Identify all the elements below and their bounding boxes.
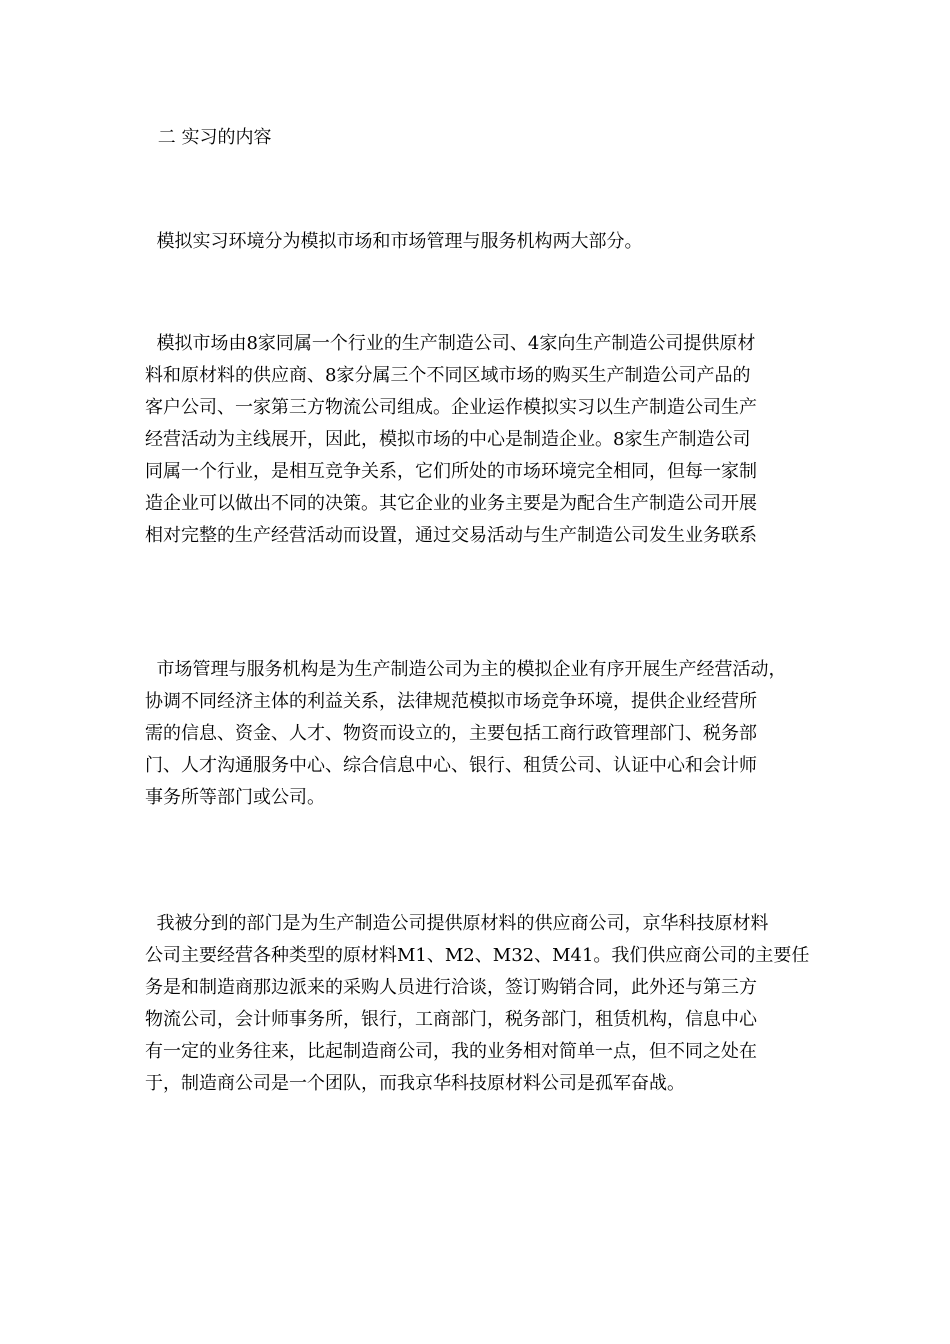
- paragraph-line: 同属一个行业，是相互竞争关系，它们所处的市场环境完全相同，但每一家制: [145, 461, 757, 482]
- paragraph-line: 相对完整的生产经营活动而设置，通过交易活动与生产制造公司发生业务联系: [145, 525, 757, 546]
- paragraph-line: 模拟市场由8家同属一个行业的生产制造公司、4家向生产制造公司提供原材: [145, 333, 756, 354]
- paragraph-line: 模拟实习环境分为模拟市场和市场管理与服务机构两大部分。: [145, 231, 643, 252]
- paragraph-line: 造企业可以做出不同的决策。其它企业的业务主要是为配合生产制造公司开展: [145, 493, 757, 514]
- paragraph-line: 需的信息、资金、人才、物资而设立的，主要包括工商行政管理部门、税务部: [145, 723, 757, 744]
- paragraph-line: 有一定的业务往来，比起制造商公司，我的业务相对简单一点，但不同之处在: [145, 1041, 757, 1062]
- paragraph-line: 市场管理与服务机构是为生产制造公司为主的模拟企业有序开展生产经营活动，: [145, 659, 787, 680]
- paragraph-my-department: [145, 908, 845, 1100]
- paragraph-line: 事务所等部门或公司。: [145, 787, 325, 808]
- paragraph-market-management: [145, 654, 845, 814]
- paragraph-line: 协调不同经济主体的利益关系，法律规范模拟市场竞争环境，提供企业经营所: [145, 691, 757, 712]
- paragraph-line: 于，制造商公司是一个团队，而我京华科技原材料公司是孤军奋战。: [145, 1073, 685, 1094]
- paragraph-simulated-market: [145, 328, 845, 552]
- paragraph-line: 我被分到的部门是为生产制造公司提供原材料的供应商公司，京华科技原材料: [145, 913, 769, 934]
- paragraph-line: 料和原材料的供应商、8家分属三个不同区域市场的购买生产制造公司产品的: [145, 365, 751, 386]
- paragraph-environment-overview: [145, 226, 845, 258]
- paragraph-line: 经营活动为主线展开，因此，模拟市场的中心是制造企业。8家生产制造公司: [145, 429, 751, 450]
- section-heading: 二 实习的内容: [152, 127, 272, 148]
- paragraph-line: 物流公司，会计师事务所，银行，工商部门，税务部门，租赁机构，信息中心: [145, 1009, 757, 1030]
- paragraph-line: 务是和制造商那边派来的采购人员进行洽谈，签订购销合同，此外还与第三方: [145, 977, 757, 998]
- paragraph-line: 客户公司、一家第三方物流公司组成。企业运作模拟实习以生产制造公司生产: [145, 397, 757, 418]
- paragraph-line: 公司主要经营各种类型的原材料M1、M2、M32、M41。我们供应商公司的主要任: [145, 945, 810, 966]
- paragraph-line: 门、人才沟通服务中心、综合信息中心、银行、租赁公司、认证中心和会计师: [145, 755, 757, 776]
